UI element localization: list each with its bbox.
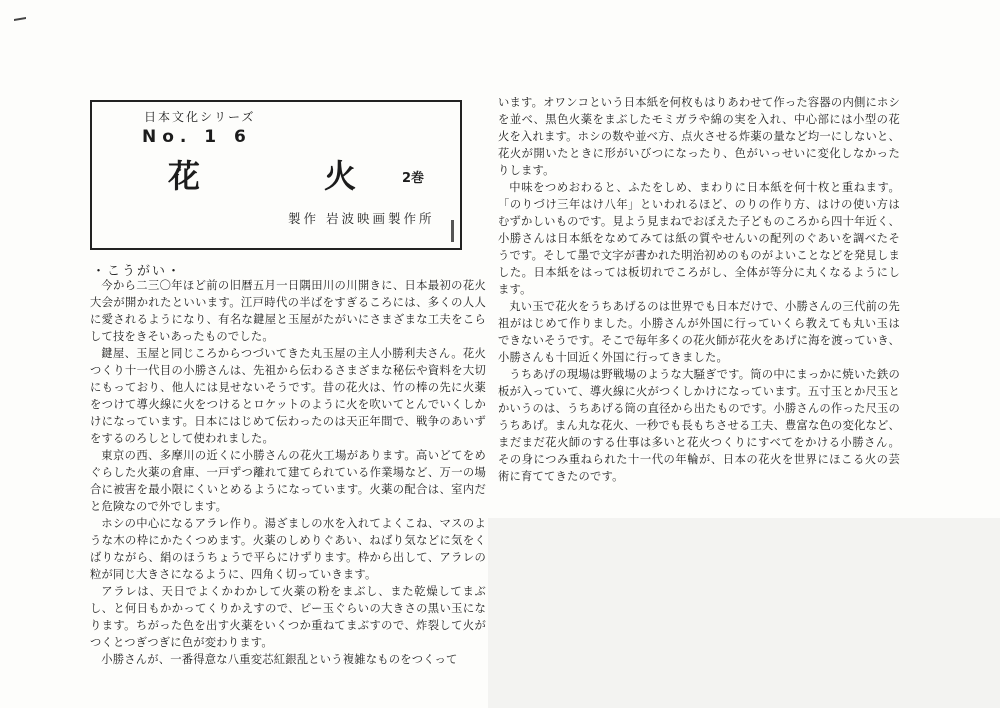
- title-char-1: 花: [168, 157, 201, 195]
- scan-mark: [14, 13, 26, 21]
- paragraph: います。オワンコという日本紙を何枚もはりあわせて作った容器の内側にホシを並べ、黒色火薬をまぶしたモミガラや綿の実を入れ、中心部には小型の花火を入れます。ホシの数や並べ方、点火させる炸薬の量など均一にしないと、花火が開いたときに形がいびつになったり、色がいっせいに変化しなかったりします。: [498, 96, 900, 177]
- producer-credit: 製作 岩波映画製作所: [288, 211, 435, 226]
- series-number: No. 1 6: [142, 127, 252, 147]
- paragraph: 小勝さんが、一番得意な八重変芯紅銀乱という複雑なものをつくって: [101, 653, 458, 666]
- left-column: [90, 277, 486, 668]
- title-box: [90, 100, 462, 250]
- paragraph: 鍵屋、玉屋と同じころからつづいてきた丸玉屋の主人小勝利夫さん。花火つくり十一代目の小勝さんは、先祖から伝わるさまざまな秘伝や資料を大切にもっており、他人には見せないそうです。昔の花火は、竹の棒の先に火薬をつけて導火線に火をつけるとロケットのように火を吹いてとんでいくしかけになっています。日本にはじめて伝わったのは天正年間で、戦争のあいずをするのろしとして使われました。: [90, 347, 486, 445]
- paragraph: ホシの中心になるアラレ作り。湯ざましの水を入れてよくこね、マスのような木の枠にかたくつめます。火薬のしめりぐあい、ねばり気などに気をくばりながら、絹のほうちょうで平らにけずります。枠から出して、アラレの粒が同じ大きさになるように、四角く切っていきます。: [90, 517, 486, 581]
- box-edge-mark: [451, 220, 454, 242]
- section-heading: ・こうがい・: [92, 264, 183, 279]
- paragraph: 今から二三〇年ほど前の旧暦五月一日隅田川の川開きに、日本最初の花火大会が開かれたといいます。江戸時代の半ばをすぎるころには、多くの人人に愛されるようになり、有名な鍵屋と玉屋がたがいにさまざまな工夫をこらして技をきそいあったものでした。: [90, 279, 486, 343]
- right-column: [498, 94, 900, 485]
- paragraph: 東京の西、多摩川の近くに小勝さんの花火工場があります。高いどてをめぐらした火薬の倉庫、一戸ずつ離れて建てられている作業場など、万一の場合に被害を最小限にくいとめるようになっています。火薬の配合は、室内だと危険なので外でします。: [90, 449, 486, 513]
- series-name: 日本文化シリーズ: [144, 110, 256, 124]
- title-char-2: 火: [324, 157, 357, 195]
- scan-shadow: [488, 518, 1000, 708]
- volume-label: 2巻: [402, 171, 425, 186]
- paragraph: うちあげの現場は野戦場のような大騒ぎです。筒の中にまっかに焼いた鉄の板が入っていて、導火線に火がつくしかけになっています。五寸玉とか尺玉とかいうのは、うちあげる筒の直径から出たものです。小勝さんの作った尺玉のうちあげ。まん丸な花火、一秒でも長もちさせる工夫、豊富な色の変化など、まだまだ花火師のする仕事は多いと花火つくりにすべてをかける小勝さん。その身につみ重ねられた十一代の年輪が、日本の花火を世界にほこる火の芸術に育ててきたのです。: [498, 368, 900, 483]
- paragraph: アラレは、天日でよくかわかして火薬の粉をまぶし、また乾燥してまぶし、と何日もかかってくりかえすので、ピー玉ぐらいの大きさの黒い玉になります。ちがった色を出す火薬をいくつか重ねてまぶすので、炸裂して火がつくとつぎつぎに色が変わります。: [90, 585, 486, 649]
- paragraph: 中味をつめおわると、ふたをしめ、まわりに日本紙を何十枚と重ねます。「のりづけ三年はけ八年」といわれるほど、のりの作り方、はけの使い方はむずかしいものです。見よう見まねでおぼえた子どものころから四十年近く、小勝さんは日本紙をなめてみては紙の質やせんいの配列のぐあいを調べたそうです。そして墨で文字が書かれた明治初めのものがよいことなどを発見しました。日本紙をはっては板切れでころがし、全体が等分に丸くなるようにします。: [498, 181, 900, 296]
- paragraph: 丸い玉で花火をうちあげるのは世界でも日本だけで、小勝さんの三代前の先祖がはじめて作りました。小勝さんが外国に行っていくら教えても丸い玉はできないそうです。そこで毎年多くの花火師が花火をあげに海を渡っていき、小勝さんも十回近く外国に行ってきました。: [498, 300, 900, 364]
